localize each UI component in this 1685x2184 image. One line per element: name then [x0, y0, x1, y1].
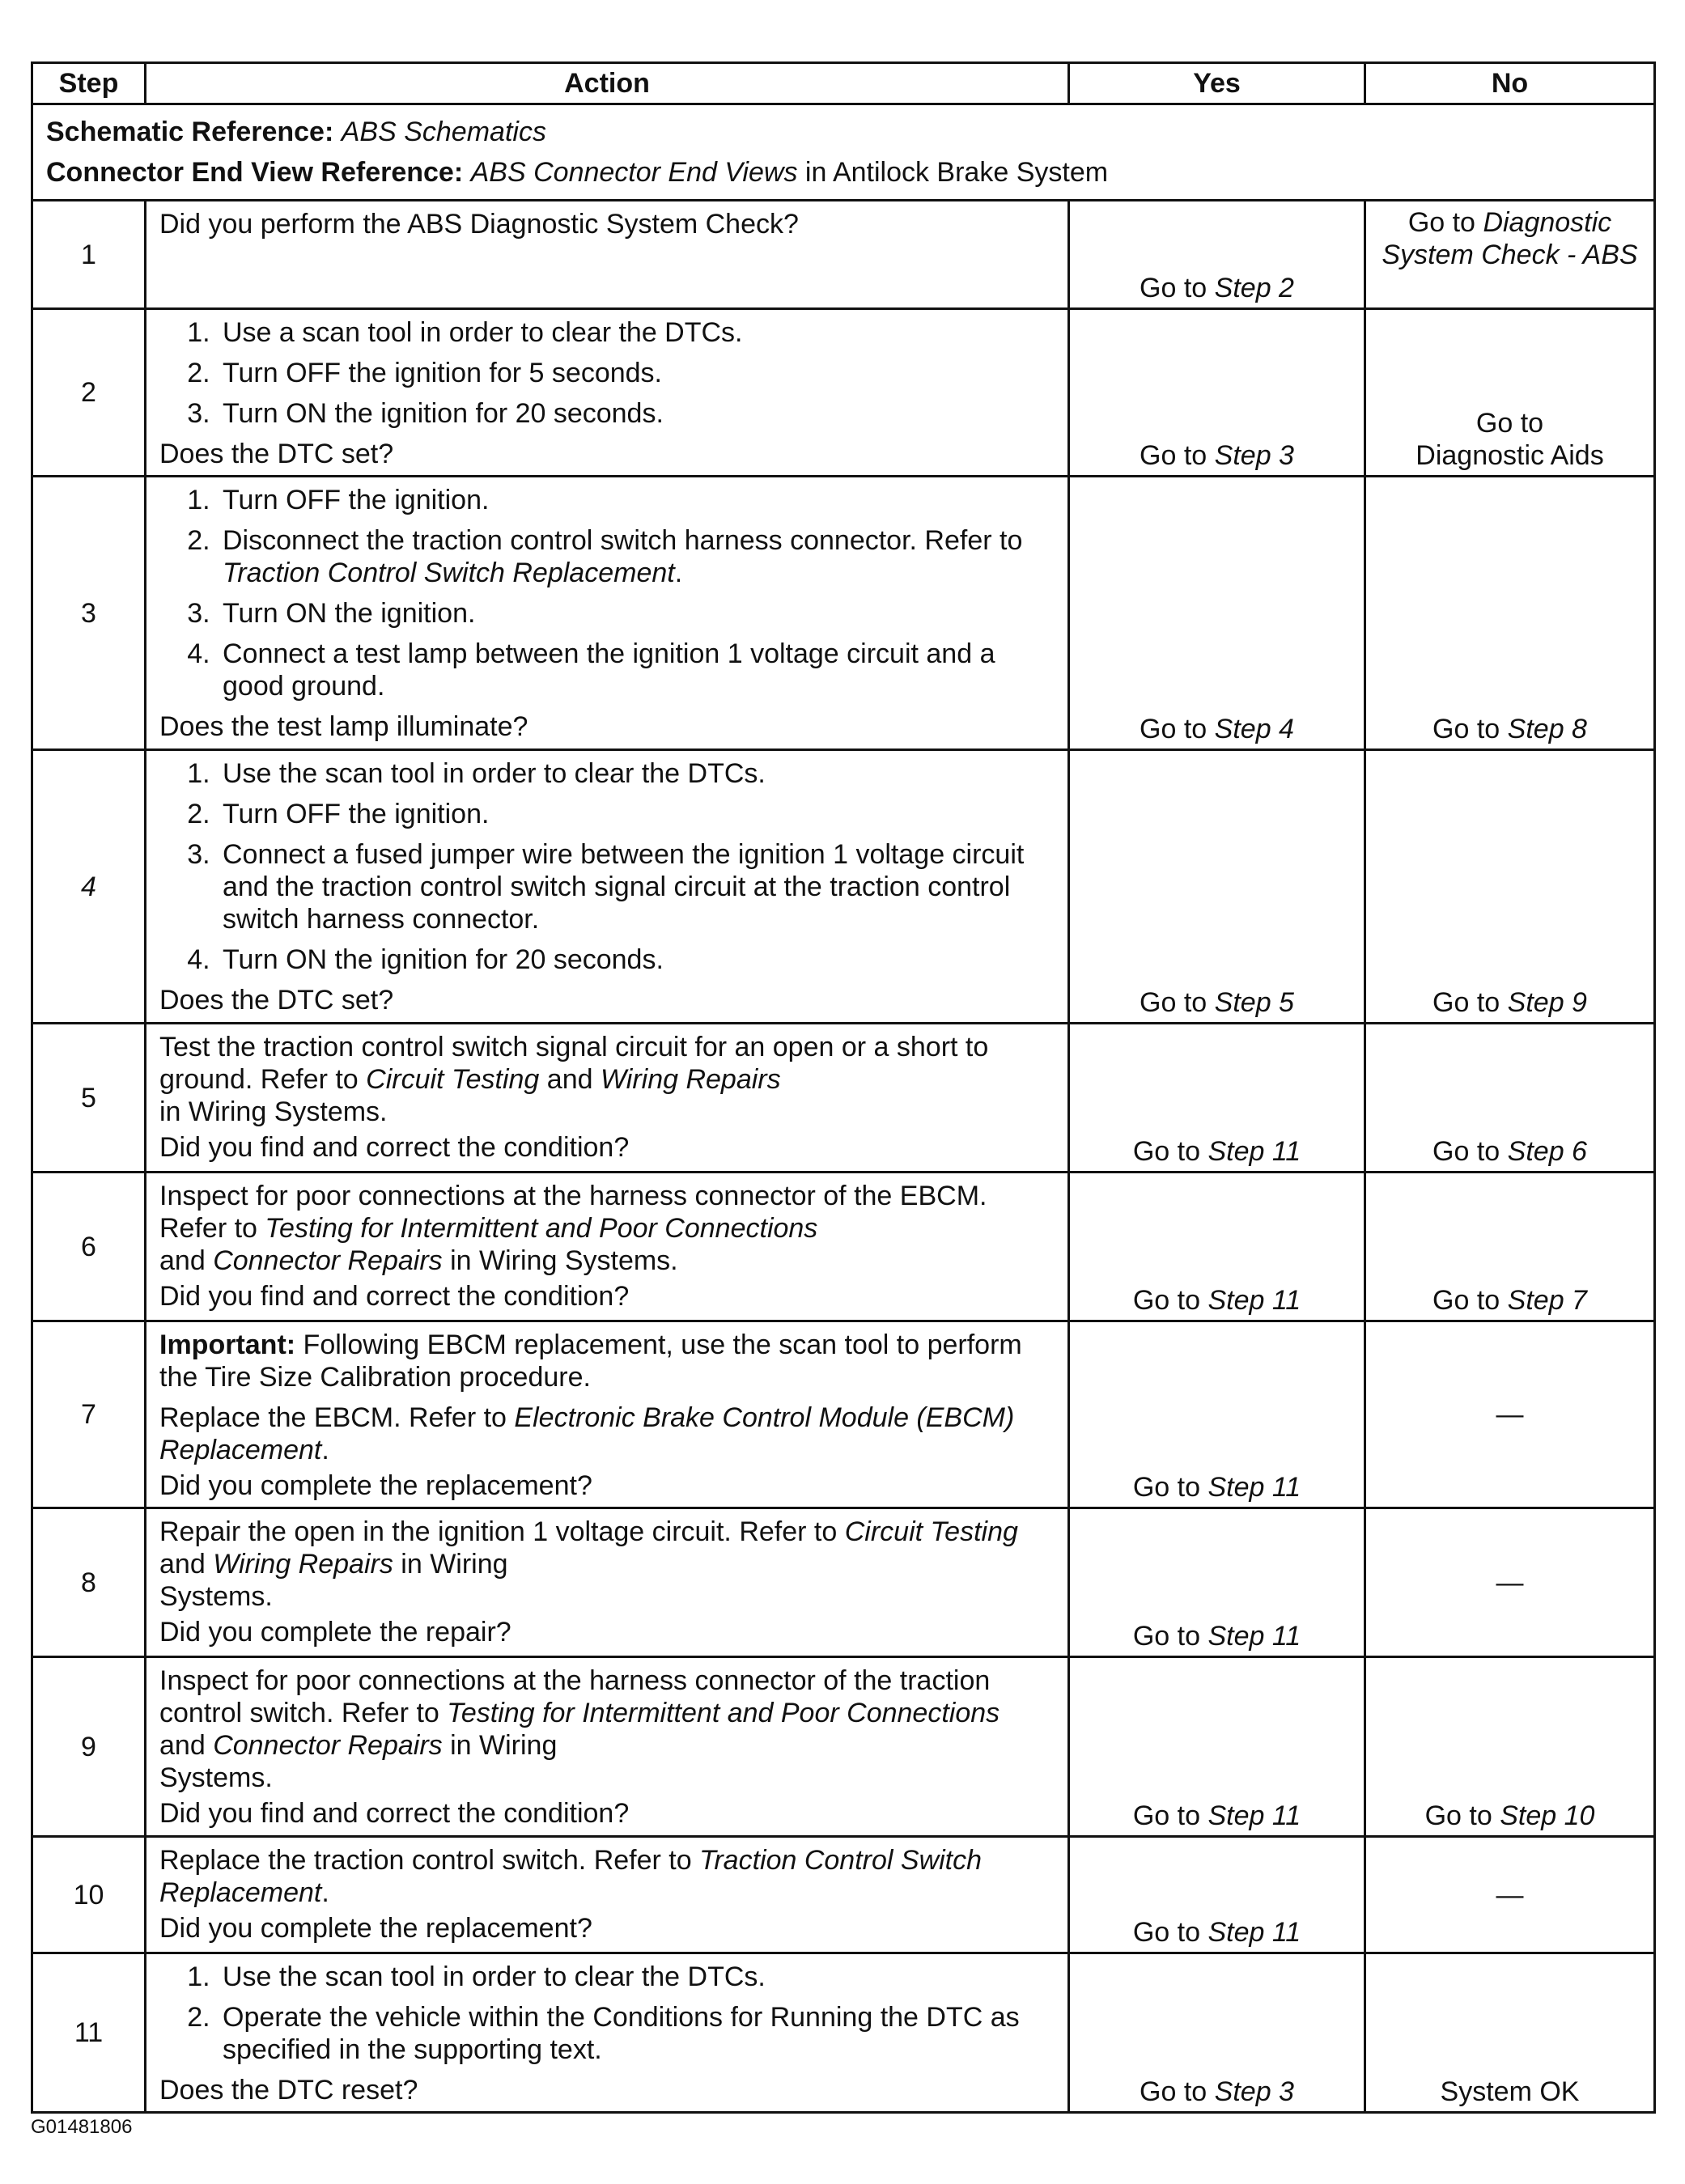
- table-row: [32, 1321, 1655, 1508]
- reference-link[interactable]: Wiring Repairs: [600, 1064, 781, 1095]
- table-row: [32, 1953, 1655, 2113]
- yes-step-link[interactable]: Step 4: [1214, 714, 1294, 744]
- table-row: [32, 477, 1655, 750]
- yes-cell: [1069, 309, 1365, 477]
- yes-cell: [1069, 1024, 1365, 1173]
- schematic-reference-link[interactable]: ABS Schematics: [341, 117, 546, 147]
- yes-cell: [1069, 477, 1365, 750]
- no-go-text: Go to: [1432, 1136, 1500, 1167]
- action-question: Did you find and correct the condition?: [159, 1798, 630, 1829]
- list-item: 1. Use the scan tool in order to clear the DTCs.: [218, 1961, 1058, 1993]
- yes-step-link[interactable]: Step 11: [1208, 1800, 1301, 1831]
- no-cell: [1365, 1173, 1655, 1321]
- action-text-part: Inspect for poor connections at the harness connector of the traction control switch. Refer to: [159, 1665, 991, 1728]
- action-text: [159, 1031, 1058, 1128]
- no-cell: System OK: [1365, 1953, 1655, 2113]
- reference-link[interactable]: Testing for Intermittent and Poor Connections: [265, 1213, 818, 1244]
- action-text: Replace the traction control switch. Refer to Traction Control Switch Replacement.: [159, 1845, 983, 1908]
- action-text-part: Replace the traction control switch. Refer to: [159, 1845, 692, 1876]
- no-cell: [1365, 309, 1655, 477]
- yes-cell: [1069, 1173, 1365, 1321]
- header-yes: Yes: [1069, 63, 1365, 104]
- action-text: [159, 1516, 1058, 1613]
- step-number: 6: [32, 1173, 146, 1321]
- no-cell: —: [1365, 1837, 1655, 1953]
- step-number: 2: [32, 309, 146, 477]
- step-number: 1: [32, 201, 146, 309]
- step-number: 3: [32, 477, 146, 750]
- action-question: Did you complete the replacement?: [159, 1470, 592, 1501]
- no-cell: [1365, 201, 1655, 309]
- important-label: Important:: [159, 1329, 296, 1360]
- diagnostic-table: [31, 61, 1656, 2114]
- action-text-part: and: [159, 1549, 206, 1580]
- action-list: [159, 1961, 1058, 2066]
- action-cell: [146, 1024, 1069, 1173]
- list-item: 3. Turn ON the ignition for 20 seconds.: [218, 397, 1058, 430]
- yes-go-text: Go to: [1140, 2076, 1208, 2107]
- action-cell: [146, 1508, 1069, 1657]
- no-go-text: Go to: [1432, 714, 1500, 744]
- step-number: 4: [32, 750, 146, 1024]
- action-text-part: Repair the open in the ignition 1 voltage circuit. Refer to: [159, 1516, 838, 1547]
- diagnostic-table-container: [31, 61, 1653, 2114]
- table-row: [32, 201, 1655, 309]
- yes-go-text: Go to: [1132, 1917, 1201, 1948]
- yes-go-text: Go to: [1140, 714, 1208, 744]
- header-step: Step: [32, 63, 146, 104]
- action-list: [159, 484, 1058, 702]
- action-question: Does the DTC reset?: [159, 2075, 418, 2106]
- important-text: Following EBCM replacement, use the scan tool to perform the Tire Size Calibration procedure.: [159, 1329, 1022, 1393]
- yes-step-link[interactable]: Step 11: [1208, 1285, 1301, 1316]
- list-item: 4. Turn ON the ignition for 20 seconds.: [218, 944, 1058, 976]
- action-cell: [146, 1657, 1069, 1837]
- reference-link[interactable]: Circuit Testing: [844, 1516, 1018, 1547]
- no-go-text: Go to: [1432, 987, 1500, 1018]
- step-number: 7: [32, 1321, 146, 1508]
- reference-link[interactable]: Connector Repairs: [213, 1245, 443, 1276]
- no-step-link[interactable]: Step 10: [1500, 1800, 1595, 1831]
- yes-go-text: Go to: [1140, 273, 1208, 303]
- action-text-part: Test the traction control switch signal circuit for an open or a short to ground. Refer to: [159, 1032, 989, 1095]
- no-go-text: Go to: [1424, 1800, 1492, 1831]
- action-text-part: in Wiring: [401, 1549, 508, 1580]
- table-row: [32, 750, 1655, 1024]
- action-text-part: and: [159, 1730, 206, 1761]
- list-item: 1. Turn OFF the ignition.: [218, 484, 1058, 516]
- action-text-part: Systems.: [159, 1581, 273, 1612]
- reference-row: [32, 104, 1655, 201]
- table-row: [32, 1173, 1655, 1321]
- connector-reference-label: Connector End View Reference:: [46, 157, 464, 188]
- no-target-link[interactable]: Diagnostic System Check - ABS: [1382, 207, 1638, 270]
- action-text-part: and: [546, 1064, 593, 1095]
- no-cell: —: [1365, 1321, 1655, 1508]
- action-question: Did you perform the ABS Diagnostic System Check?: [159, 209, 799, 240]
- yes-cell: [1069, 1837, 1365, 1953]
- step-number: 5: [32, 1024, 146, 1173]
- list-item: 1. Use the scan tool in order to clear the DTCs.: [218, 757, 1058, 790]
- no-step-link[interactable]: Step 8: [1507, 714, 1587, 744]
- no-cell: —: [1365, 1508, 1655, 1657]
- step-number: 10: [32, 1837, 146, 1953]
- list-item-text: Disconnect the traction control switch harness connector. Refer to: [223, 525, 1023, 556]
- figure-code: G01481806: [31, 2116, 133, 2138]
- table-row: [32, 309, 1655, 477]
- header-row: [32, 63, 1655, 104]
- reference-link[interactable]: Circuit Testing: [366, 1064, 540, 1095]
- no-go-text: Go to: [1475, 408, 1544, 439]
- step-number: 8: [32, 1508, 146, 1657]
- step-number: 11: [32, 1953, 146, 2113]
- list-item: 2. Turn OFF the ignition.: [218, 798, 1058, 830]
- yes-cell: [1069, 1953, 1365, 2113]
- yes-step-link[interactable]: Step 11: [1208, 1472, 1301, 1503]
- yes-cell: [1069, 1508, 1365, 1657]
- action-question: Did you find and correct the condition?: [159, 1132, 630, 1163]
- yes-step-link[interactable]: Step 5: [1214, 987, 1294, 1018]
- no-target-link[interactable]: Diagnostic Aids: [1415, 440, 1604, 471]
- connector-reference-link[interactable]: ABS Connector End Views: [470, 157, 798, 188]
- action-list: [159, 757, 1058, 976]
- action-cell: [146, 1173, 1069, 1321]
- reference-cell: [32, 104, 1655, 201]
- action-text: Replace the EBCM. Refer to Electronic Brake Control Module (EBCM) Replacement.: [159, 1402, 1015, 1465]
- action-question: Did you complete the repair?: [159, 1617, 511, 1648]
- connector-reference-suffix: in Antilock Brake System: [804, 157, 1109, 188]
- list-item: 3. Connect a fused jumper wire between the ignition 1 voltage circuit and the traction control switch signal circuit at the traction control switch harness connector.: [218, 838, 1058, 935]
- action-cell: [146, 1321, 1069, 1508]
- action-text-part: in Wiring Systems.: [450, 1245, 678, 1276]
- yes-cell: [1069, 1321, 1365, 1508]
- list-item: 3. Turn ON the ignition.: [218, 597, 1058, 630]
- important-note: [159, 1329, 1058, 1393]
- no-cell: [1365, 1024, 1655, 1173]
- connector-reference: [46, 152, 1640, 193]
- action-question: Does the DTC set?: [159, 439, 394, 469]
- action-cell: [146, 309, 1069, 477]
- action-text-part: Replace the EBCM. Refer to: [159, 1402, 507, 1433]
- action-question: Did you complete the replacement?: [159, 1913, 592, 1944]
- header-action: Action: [146, 63, 1069, 104]
- action-question: Did you find and correct the condition?: [159, 1281, 630, 1312]
- action-cell: [146, 1837, 1069, 1953]
- yes-go-text: Go to: [1140, 440, 1208, 471]
- action-question: Does the DTC set?: [159, 985, 394, 1016]
- list-item: 2. Operate the vehicle within the Conditions for Running the DTC as specified in the supporting text.: [218, 2001, 1058, 2066]
- yes-cell: [1069, 201, 1365, 309]
- step-number: 9: [32, 1657, 146, 1837]
- yes-step-link[interactable]: Step 3: [1214, 440, 1294, 471]
- yes-go-text: Go to: [1132, 1472, 1201, 1503]
- yes-go-text: Go to: [1132, 1800, 1201, 1831]
- table-row: [32, 1024, 1655, 1173]
- schematic-reference-label: Schematic Reference:: [46, 117, 334, 147]
- table-row: [32, 1657, 1655, 1837]
- yes-step-link[interactable]: Step 11: [1208, 1917, 1301, 1948]
- action-text: [159, 1180, 1058, 1277]
- yes-step-link[interactable]: Step 11: [1208, 1136, 1301, 1167]
- list-item: 2. Disconnect the traction control switch harness connector. Refer to Traction Control Switch Replacement.: [218, 524, 1058, 589]
- action-text-part: in Wiring: [450, 1730, 558, 1761]
- header-no: No: [1365, 63, 1655, 104]
- list-item: 4. Connect a test lamp between the ignition 1 voltage circuit and a good ground.: [218, 638, 1058, 702]
- no-go-text: Go to: [1407, 207, 1475, 238]
- action-text: [159, 1665, 1058, 1794]
- action-cell: [146, 750, 1069, 1024]
- reference-link[interactable]: Testing for Intermittent and Poor Connections: [447, 1698, 1000, 1728]
- yes-cell: [1069, 750, 1365, 1024]
- no-go-text: Go to: [1432, 1285, 1500, 1316]
- no-cell: [1365, 1657, 1655, 1837]
- list-item: 2. Turn OFF the ignition for 5 seconds.: [218, 357, 1058, 389]
- yes-go-text: Go to: [1132, 1621, 1201, 1652]
- action-cell: [146, 201, 1069, 309]
- no-step-link[interactable]: Step 6: [1507, 1136, 1587, 1167]
- reference-link[interactable]: Traction Control Switch Replacement: [159, 1845, 983, 1908]
- action-text-part: and: [159, 1245, 206, 1276]
- no-step-link[interactable]: Step 7: [1507, 1285, 1587, 1316]
- no-cell: [1365, 477, 1655, 750]
- reference-link[interactable]: Electronic Brake Control Module (EBCM) Replacement: [159, 1402, 1015, 1465]
- yes-cell: [1069, 1657, 1365, 1837]
- list-item: 1. Use a scan tool in order to clear the DTCs.: [218, 316, 1058, 349]
- action-text-part: Inspect for poor connections at the harness connector of the EBCM. Refer to: [159, 1181, 987, 1244]
- yes-step-link[interactable]: Step 11: [1208, 1621, 1301, 1652]
- reference-link[interactable]: Connector Repairs: [213, 1730, 443, 1761]
- yes-step-link[interactable]: Step 2: [1214, 273, 1294, 303]
- yes-go-text: Go to: [1132, 1136, 1201, 1167]
- action-text-part: in Wiring Systems.: [159, 1096, 388, 1127]
- no-cell: [1365, 750, 1655, 1024]
- action-question: Does the test lamp illuminate?: [159, 711, 528, 742]
- action-cell: [146, 477, 1069, 750]
- reference-link[interactable]: Wiring Repairs: [213, 1549, 393, 1580]
- yes-go-text: Go to: [1132, 1285, 1201, 1316]
- reference-link[interactable]: Traction Control Switch Replacement: [223, 558, 675, 588]
- action-text-part: Systems.: [159, 1762, 273, 1793]
- schematic-reference: [46, 112, 1640, 152]
- action-list: [159, 316, 1058, 430]
- action-cell: [146, 1953, 1069, 2113]
- table-row: [32, 1508, 1655, 1657]
- yes-go-text: Go to: [1140, 987, 1208, 1018]
- table-row: [32, 1837, 1655, 1953]
- yes-step-link[interactable]: Step 3: [1214, 2076, 1294, 2107]
- no-step-link[interactable]: Step 9: [1507, 987, 1587, 1018]
